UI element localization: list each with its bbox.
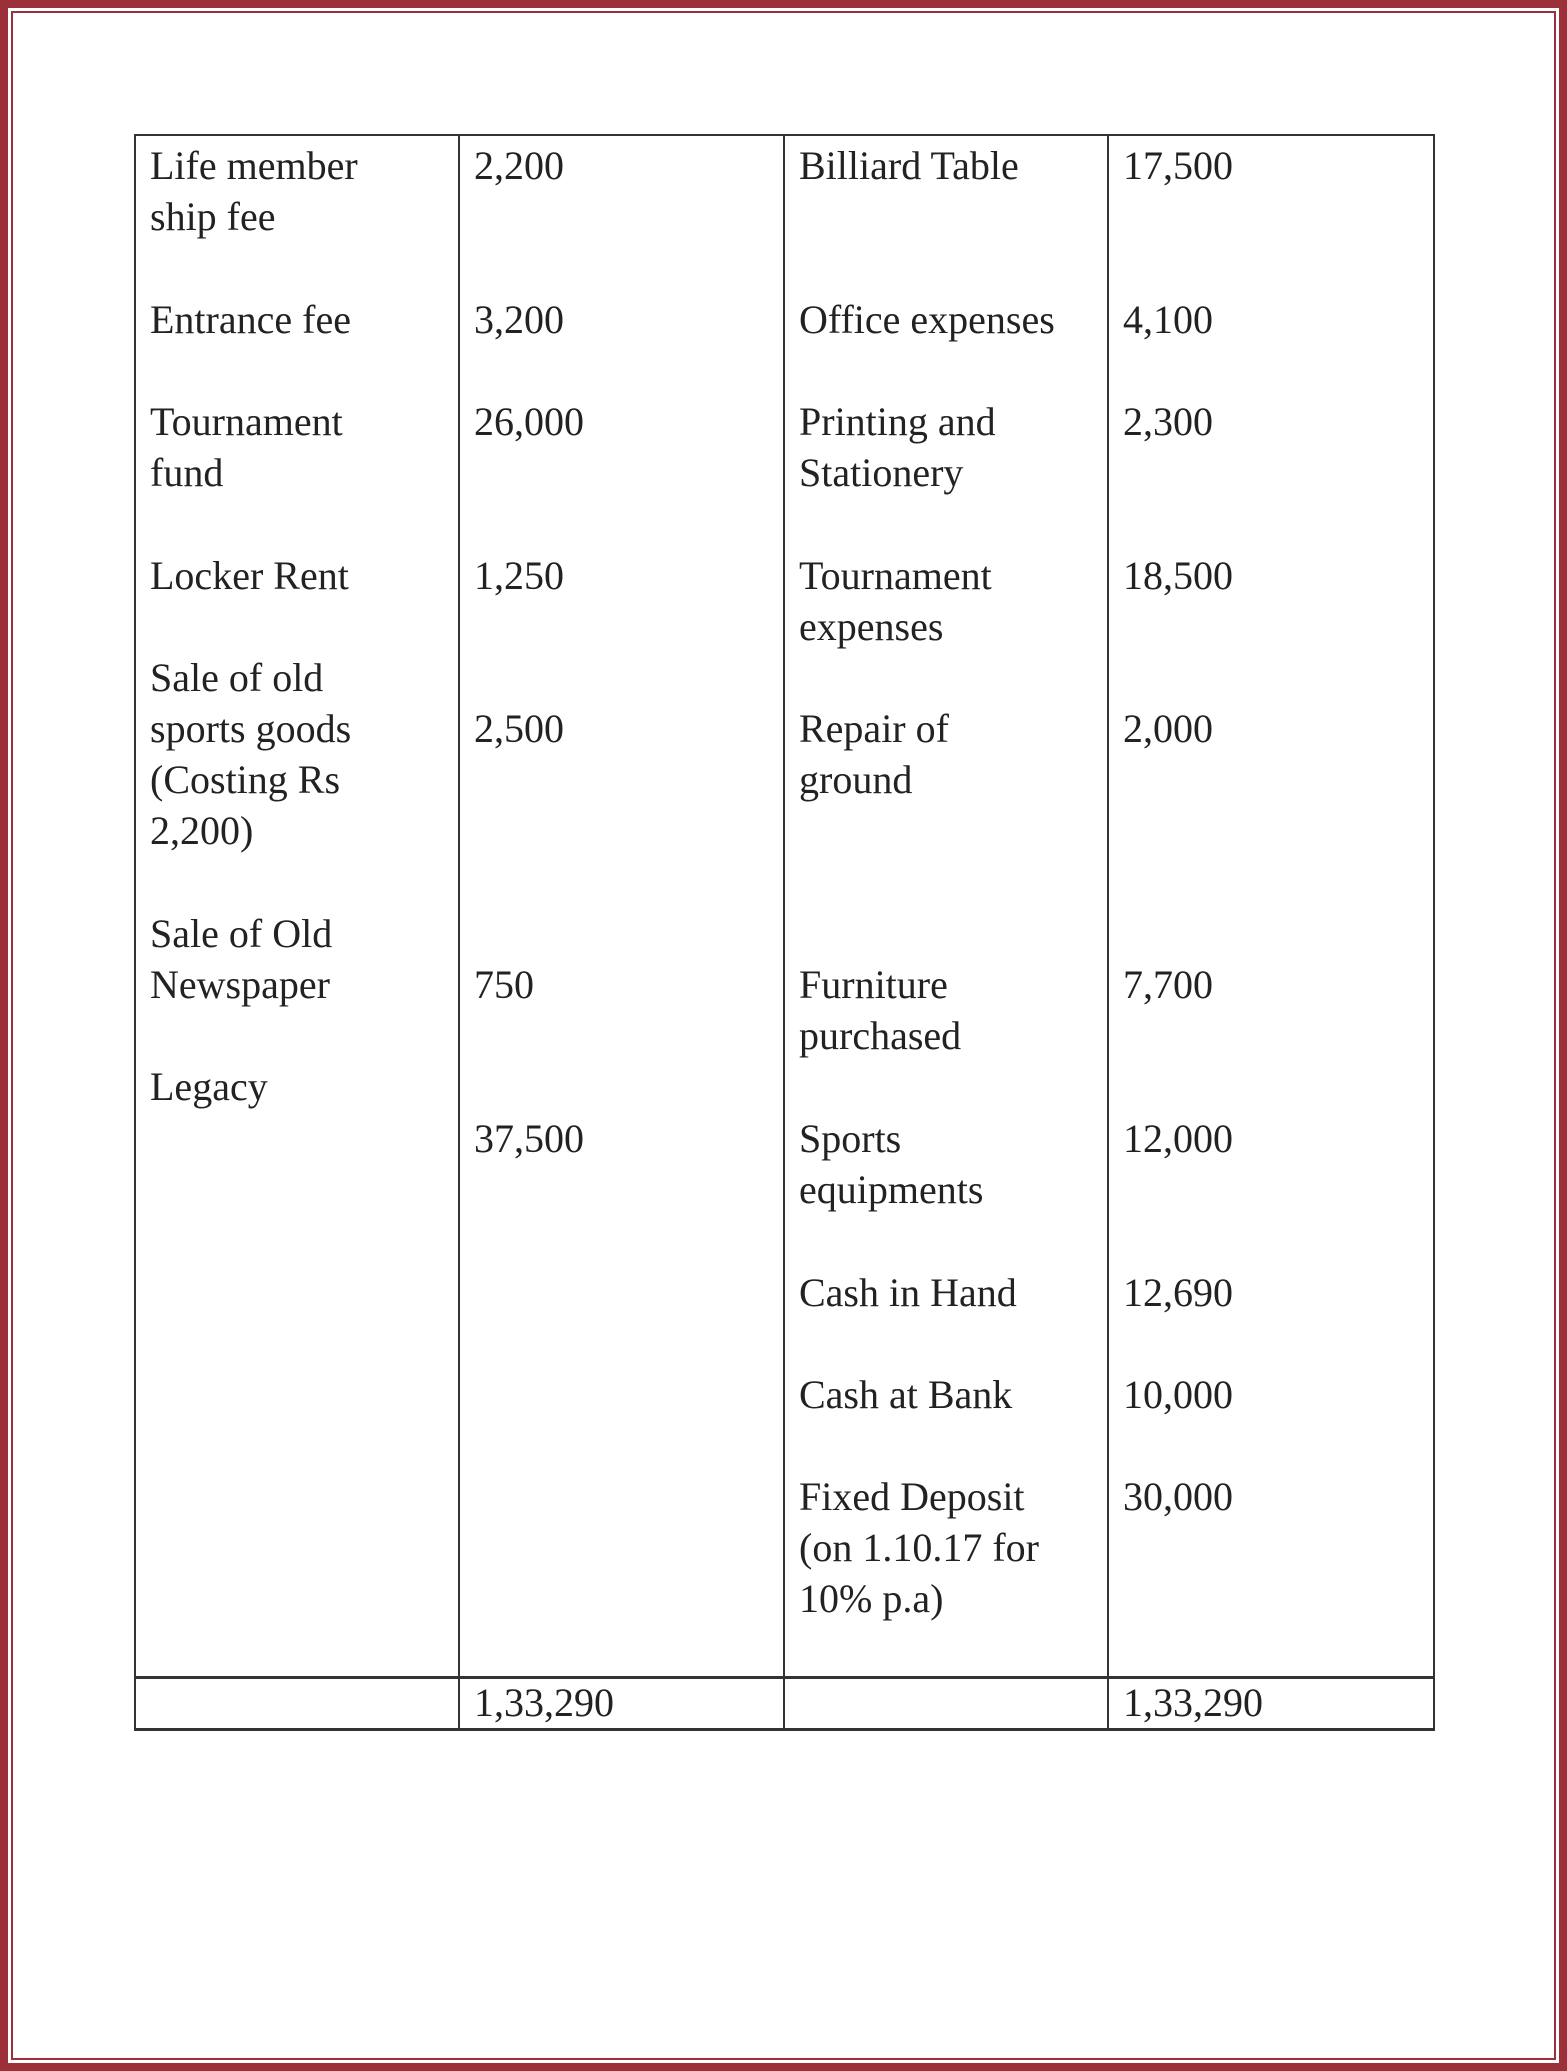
receipt-amount: 37,500 [474,1116,584,1161]
receipts-total-label [135,1678,459,1730]
receipt-amount: 750 [474,962,534,1007]
payments-total-label [784,1678,1108,1730]
payment-item-sports-equipments: Sports equipments [799,1116,984,1212]
payment-item-office-expenses: Office expenses [799,297,1055,342]
receipt-item-sale-old-newspaper: Sale of Old Newspaper [150,911,333,1007]
receipt-amount: 2,500 [474,706,564,751]
receipts-total: 1,33,290 [459,1678,784,1730]
ledger-body-row [135,135,1434,1678]
payment-amount: 30,000 [1123,1474,1233,1519]
receipt-item-life-membership-fee: Life member ship fee [150,143,358,239]
payment-amount: 10,000 [1123,1372,1233,1417]
receipt-amount: 3,200 [474,297,564,342]
payment-item-furniture-purchased: Furniture purchased [799,962,962,1058]
ledger-table [134,134,1435,1731]
payment-item-billiard-table: Billiard Table [799,143,1019,188]
payment-item-cash-at-bank: Cash at Bank [799,1372,1013,1417]
payment-item-repair-ground: Repair of ground [799,706,949,802]
payment-item-printing-stationery: Printing and Stationery [799,399,996,495]
receipt-amount: 26,000 [474,399,584,444]
receipts-particulars-column [135,135,459,1678]
payment-amount: 12,690 [1123,1270,1233,1315]
payment-item-cash-in-hand: Cash in Hand [799,1270,1017,1315]
receipt-item-entrance-fee: Entrance fee [150,297,351,342]
payment-item-tournament-expenses: Tournament expenses [799,553,992,649]
receipts-amount-column [459,135,784,1678]
payment-amount: 12,000 [1123,1116,1233,1161]
receipt-amount: 2,200 [474,143,564,188]
payments-total: 1,33,290 [1108,1678,1434,1730]
receipt-item-locker-rent: Locker Rent [150,553,349,598]
payments-amount-column [1108,135,1434,1678]
receipt-item-legacy: Legacy [150,1064,268,1109]
payment-amount: 2,300 [1123,399,1213,444]
payments-particulars-column [784,135,1108,1678]
totals-row [135,1678,1434,1730]
payment-amount: 2,000 [1123,706,1213,751]
payment-amount: 18,500 [1123,553,1233,598]
payment-amount: 17,500 [1123,143,1233,188]
receipt-amount: 1,250 [474,553,564,598]
receipt-item-tournament-fund: Tournament fund [150,399,343,495]
payment-amount: 4,100 [1123,297,1213,342]
payment-item-fixed-deposit: Fixed Deposit (on 1.10.17 for 10% p.a) [799,1474,1039,1621]
payment-amount: 7,700 [1123,962,1213,1007]
receipt-item-sale-old-sports-goods: Sale of old sports goods (Costing Rs 2,200) [150,655,352,853]
receipts-payments-table [134,134,1433,1731]
